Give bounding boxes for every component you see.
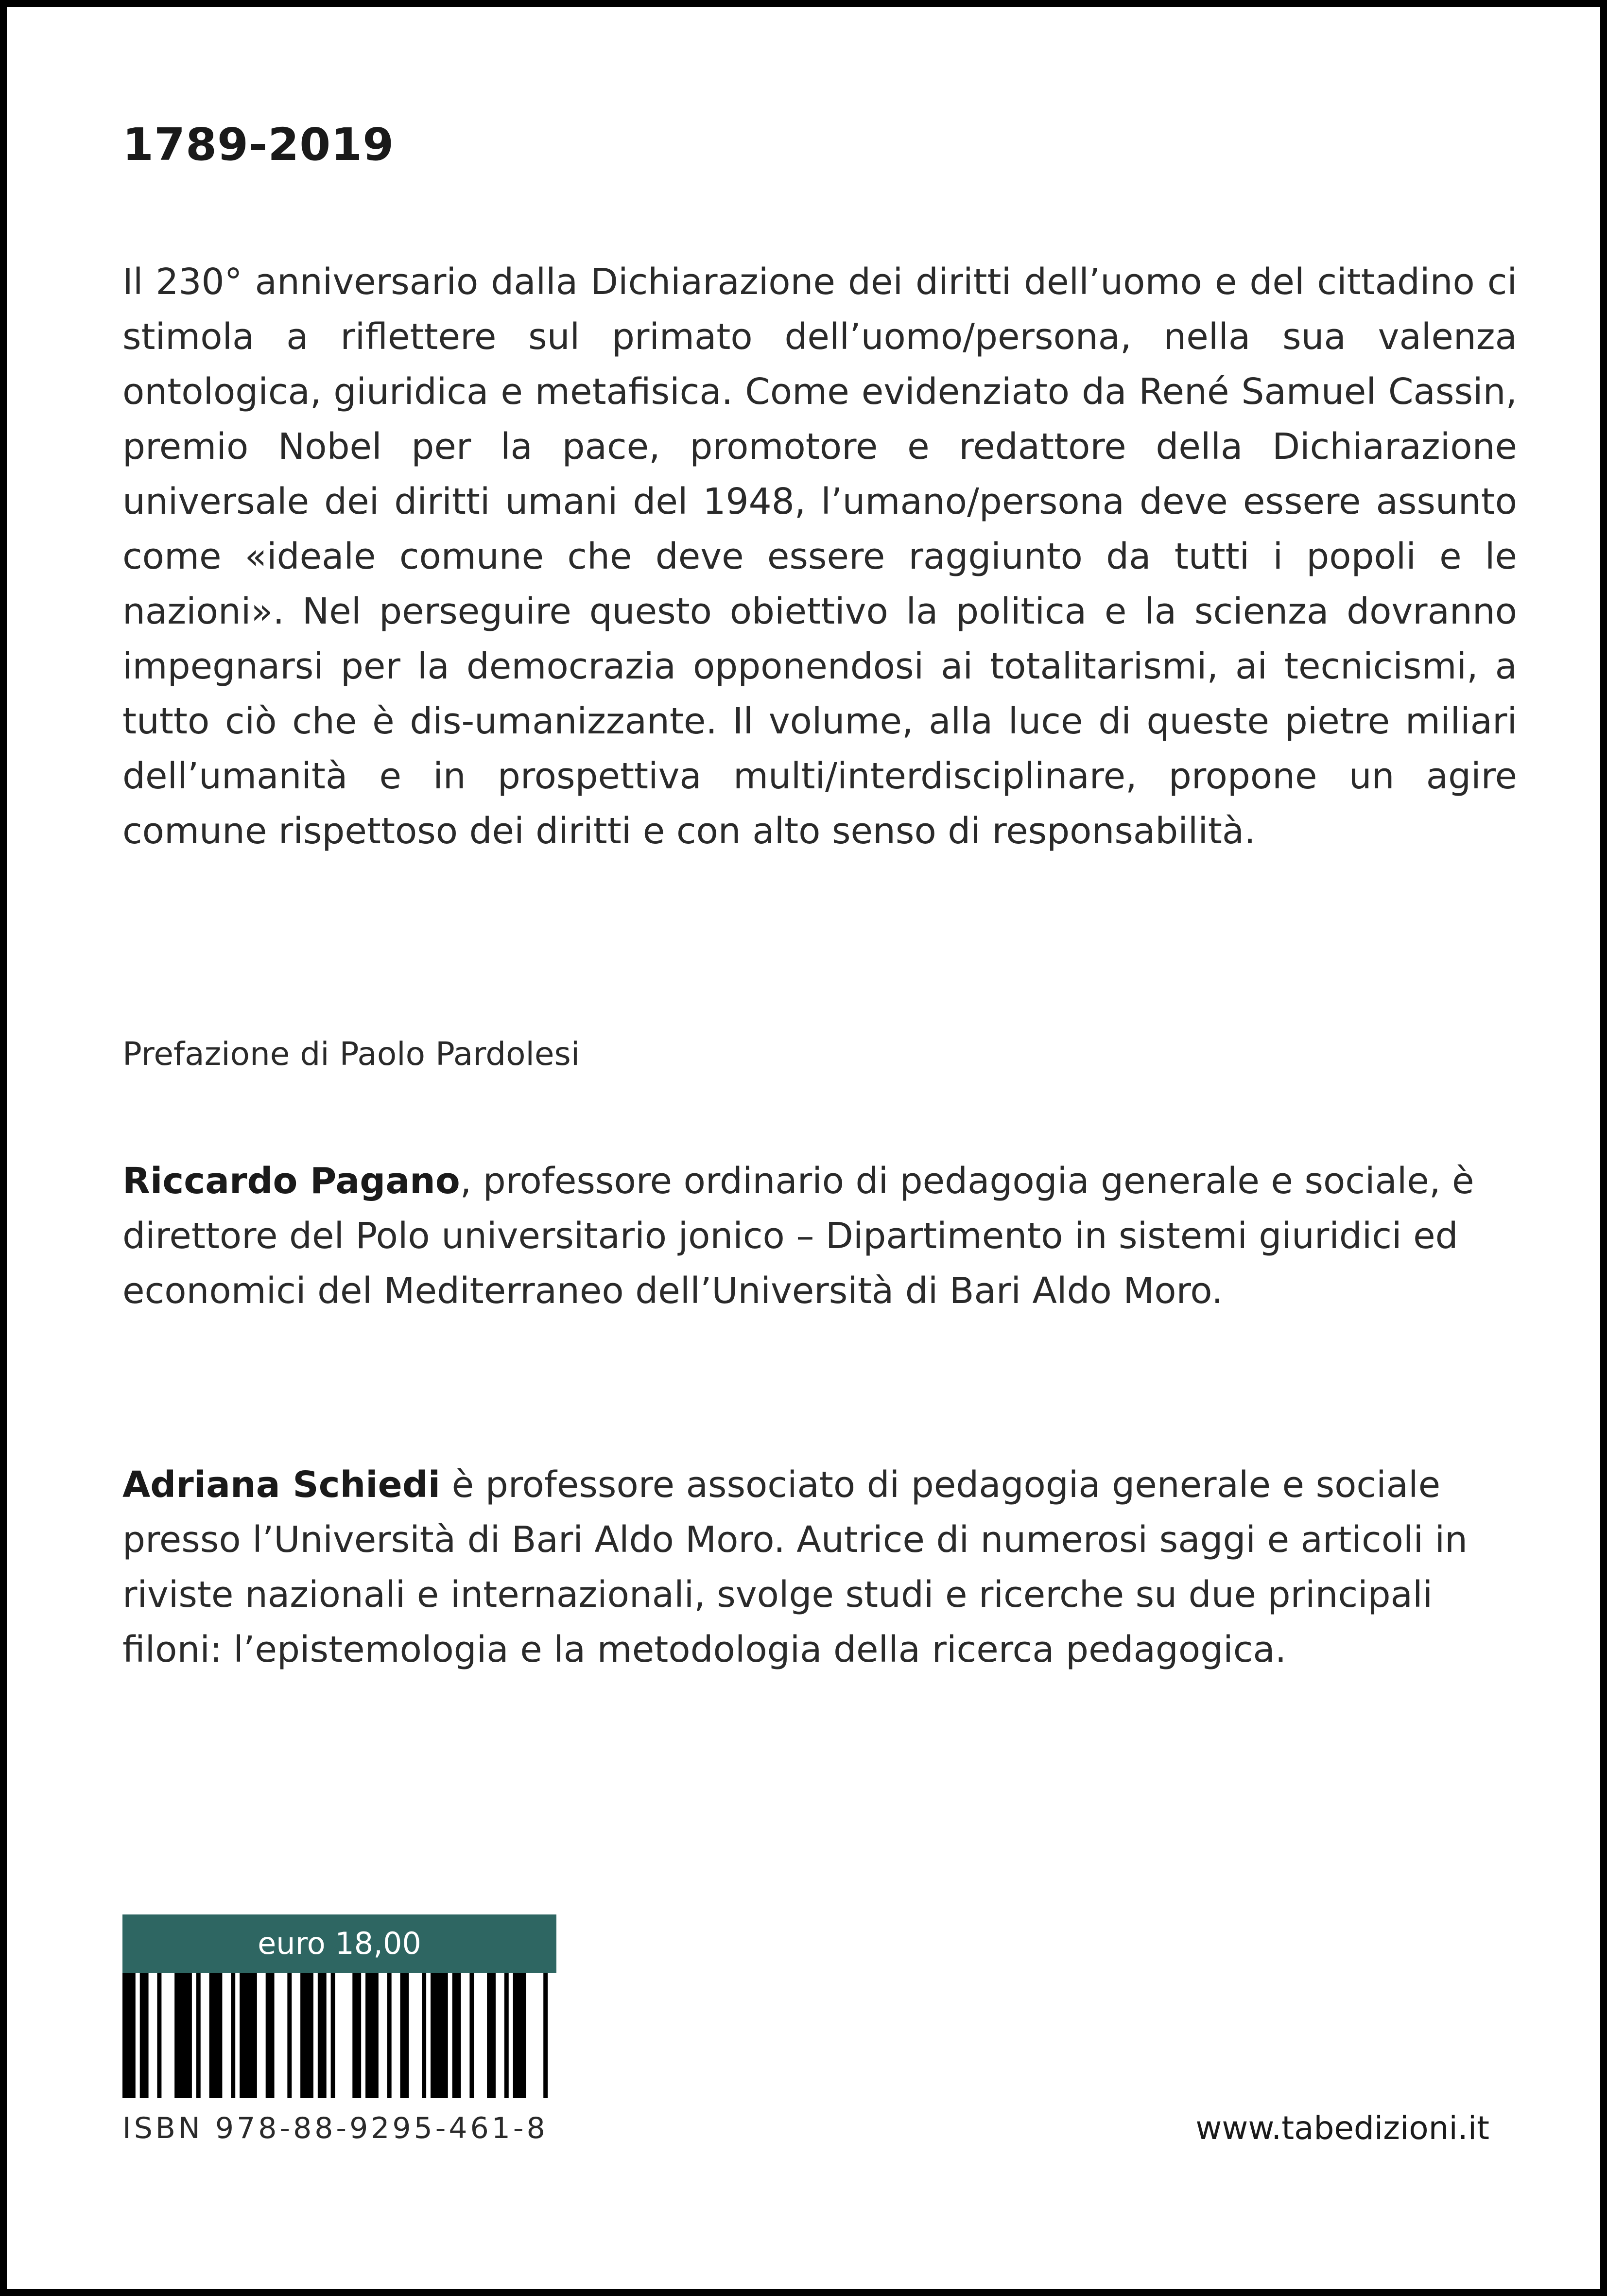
barcode-bar [122, 1973, 136, 2098]
barcode-bar [300, 1973, 313, 2098]
preface-credit: Prefazione di Paolo Pardolesi [122, 1035, 580, 1073]
author-bio-pagano [122, 1154, 1517, 1319]
barcode-bar [140, 1973, 149, 2098]
barcode-bar [231, 1973, 235, 2098]
barcode-bar [331, 1973, 335, 2098]
barcode-bar [174, 1973, 192, 2098]
barcode-bar [400, 1973, 409, 2098]
author-text-pagano: , professore ordinario di pedagogia generale e sociale, è direttore del Polo universitario jonico – Dipartimento in sistemi giuridici ed economici del Mediterraneo dell’Università di Bari Aldo Moro. [122, 1160, 1474, 1312]
barcode-bar [513, 1973, 526, 2098]
barcode-bar [209, 1973, 223, 2098]
barcode-bar [157, 1973, 161, 2098]
barcode-bar [318, 1973, 327, 2098]
barcode-bar [543, 1973, 548, 2098]
author-name-pagano: Riccardo Pagano [122, 1160, 460, 1202]
barcode-bar [365, 1973, 379, 2098]
barcode-bar [387, 1973, 392, 2098]
barcode-bar [196, 1973, 201, 2098]
barcode-bar [287, 1973, 292, 2098]
barcode-bar [431, 1973, 448, 2098]
barcode-bar [504, 1973, 509, 2098]
barcode-icon [122, 1973, 556, 2098]
author-name-schiedi: Adriana Schiedi [122, 1464, 441, 1506]
book-blurb: Il 230° anniversario dalla Dichiarazione dei diritti dell’uomo e del cittadino ci stimola a riflettere sul primato dell’uomo/persona, nella sua valenza ontologica, giuridica e metafisica. Come evidenziato da René Samuel Cassin, premio Nobel per la pace, promotore e redattore della Dichiarazione universale dei diritti umani del 1948, l’umano/persona deve essere assunto come «ideale comune che deve essere raggiunto da tutti i popoli e le nazioni». Nel perseguire questo obiettivo la politica e la scienza dovranno impegnarsi per la democrazia opponendosi ai totalitarismi, ai tecnicismi, a tutto ciò che è dis-umanizzante. Il volume, alla luce di queste pietre miliari dell’umanità e in prospettiva multi/interdisciplinare, propone un agire comune rispettoso dei diritti e con alto senso di responsabilità. [122, 261, 1517, 852]
author-text-schiedi: è professore associato di pedagogia generale e sociale presso l’Università di Bari Aldo Moro. Autrice di numerosi saggi e articoli in riviste nazionali e internazionali, svolge studi e ricerche su due principali filoni: l’epistemologia e la metodologia della ricerca pedagogica. [122, 1464, 1468, 1670]
cover-heading: 1789-2019 [122, 119, 395, 171]
publisher-website: www.tabedizioni.it [1195, 2109, 1489, 2147]
barcode-bar [266, 1973, 275, 2098]
barcode-bar [452, 1973, 461, 2098]
isbn-number: ISBN 978-88-9295-461-8 [122, 2111, 548, 2145]
author-bio-schiedi [122, 1458, 1517, 1677]
price-label: euro 18,00 [122, 1914, 556, 1973]
barcode-bar [487, 1973, 496, 2098]
barcode-bar [352, 1973, 361, 2098]
barcode-bar [240, 1973, 257, 2098]
barcode-bar [469, 1973, 474, 2098]
barcode-bar [422, 1973, 426, 2098]
